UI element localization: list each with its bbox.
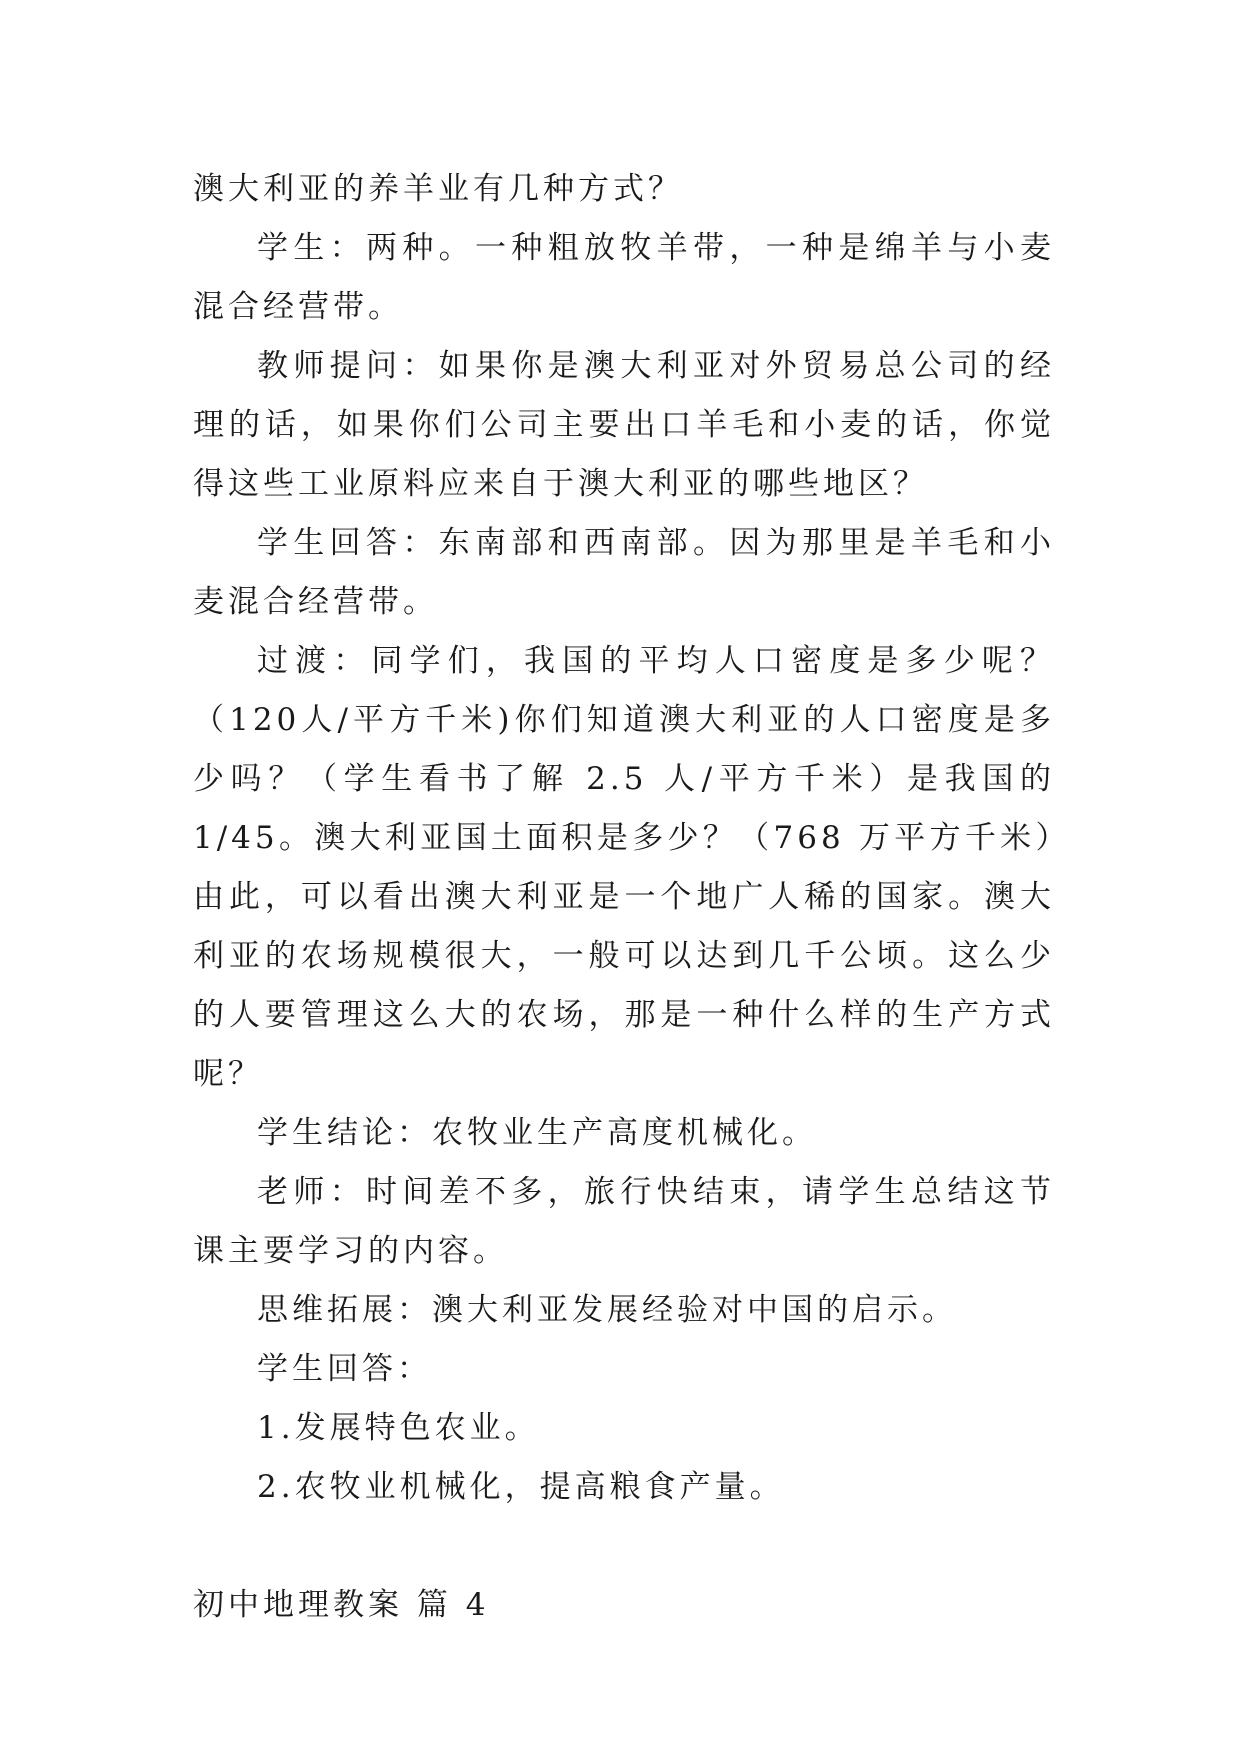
paragraph-thinking-extension: 思维拓展：澳大利亚发展经验对中国的启示。 — [257, 1292, 957, 1328]
section-heading: 初中地理教案 篇 4 — [193, 1587, 490, 1623]
list-item-2: 2.农牧业机械化，提高粮食产量。 — [257, 1469, 785, 1505]
paragraph-student-conclusion: 学生结论：农牧业生产高度机械化。 — [257, 1115, 817, 1151]
paragraph-student-answer-3: 学生回答： — [257, 1351, 432, 1387]
spacer — [193, 1517, 1055, 1576]
paragraph-teacher-summary: 老师：时间差不多，旅行快结束，请学生总结这节课主要学习的内容。 — [193, 1174, 1055, 1269]
paragraph-student-answer-2: 学生回答：东南部和西南部。因为那里是羊毛和小麦混合经营带。 — [193, 525, 1055, 620]
document-body — [193, 160, 1055, 1635]
paragraph-transition: 过渡：同学们，我国的平均人口密度是多少呢？（120人/平方千米)你们知道澳大利亚的人口密度是多少吗？（学生看书了解 2.5 人/平方千米）是我国的 1/45。澳大利亚国土面积是多少？（768 万平方千米）由此，可以看出澳大利亚是一个地广人稀的国家。澳大利亚的农场规模很大，一般可以达到几千公顷。这么少的人要管理这么大的农场，那是一种什么样的生产方式呢？ — [193, 643, 1055, 1092]
paragraph-question: 澳大利亚的养羊业有几种方式？ — [193, 171, 683, 207]
paragraph-teacher-question: 教师提问：如果你是澳大利亚对外贸易总公司的经理的话，如果你们公司主要出口羊毛和小麦的话，你觉得这些工业原料应来自于澳大利亚的哪些地区？ — [193, 348, 1055, 502]
paragraph-student-answer-1: 学生：两种。一种粗放牧羊带，一种是绵羊与小麦混合经营带。 — [193, 230, 1055, 325]
list-item-1: 1.发展特色农业。 — [257, 1410, 540, 1446]
